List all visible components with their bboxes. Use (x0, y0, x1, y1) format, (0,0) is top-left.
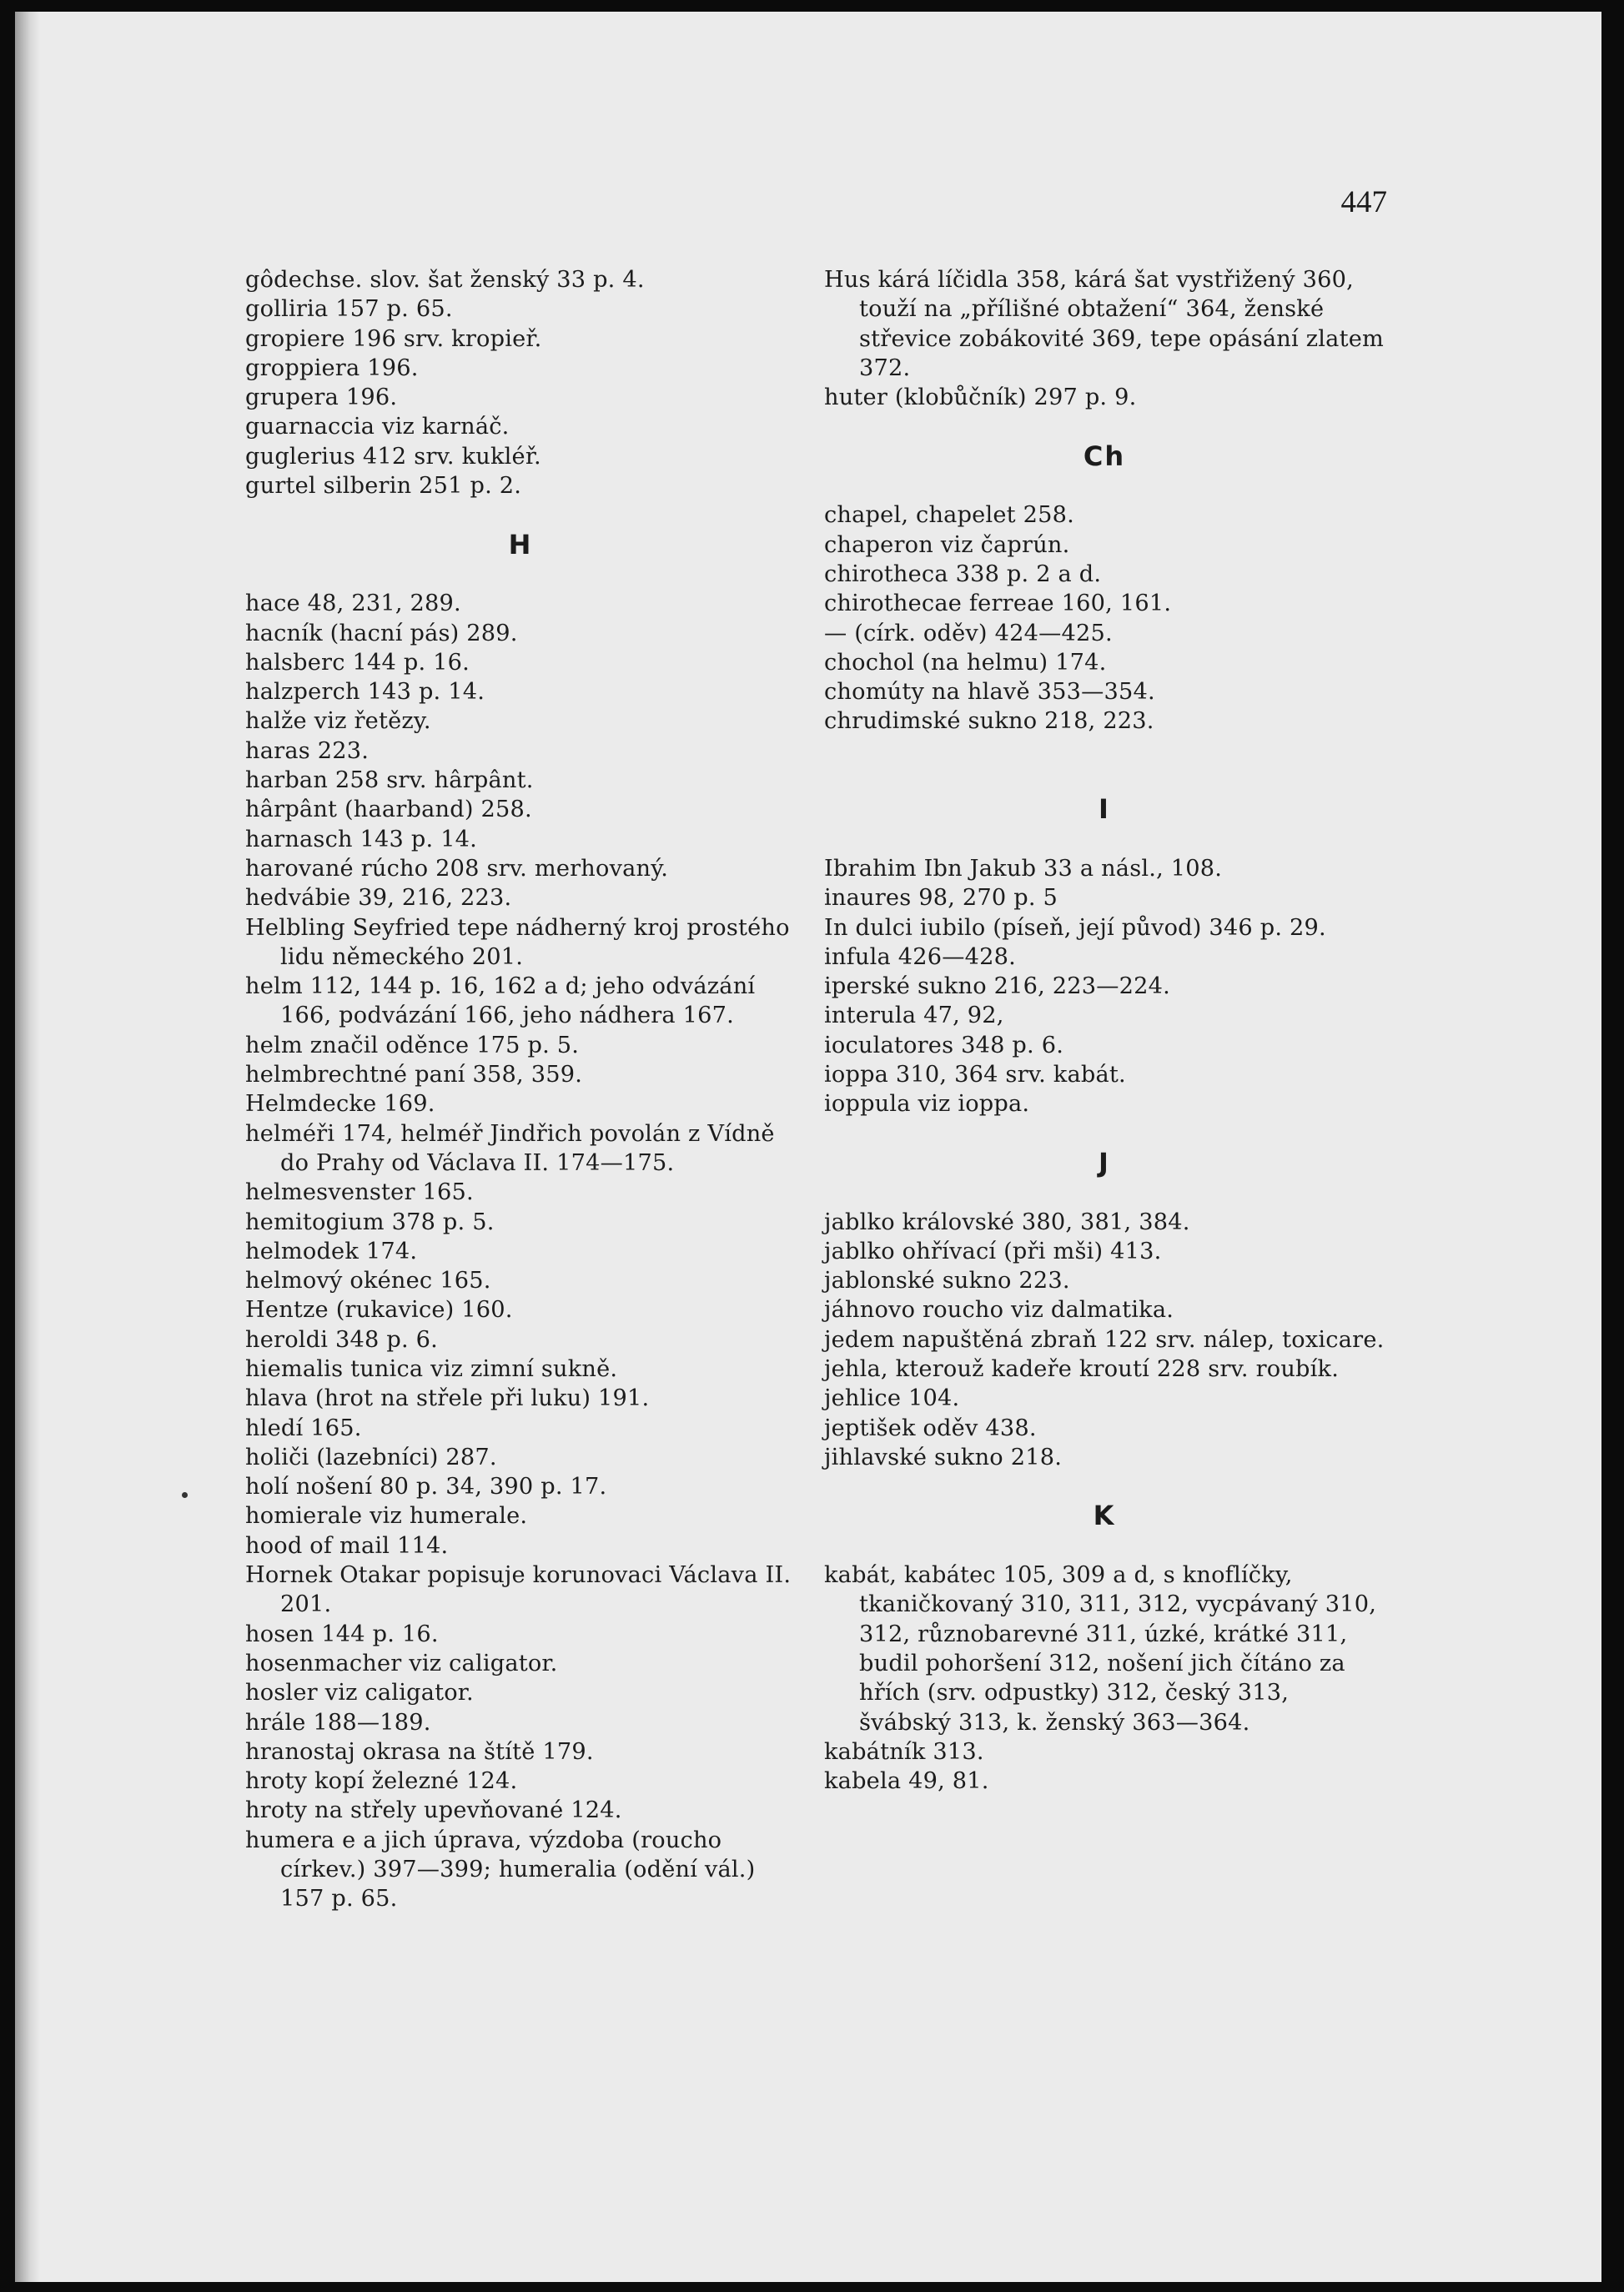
scanned-page (15, 12, 1601, 2282)
index-entry: hace 48, 231, 289. (245, 591, 461, 617)
index-entry: heroldi 348 p. 6. (245, 1326, 438, 1353)
left-column (245, 265, 796, 1914)
index-entry: jablko královské 380, 381, 384. (824, 1209, 1190, 1235)
index-entry: hiemalis tunica viz zimní sukně. (245, 1355, 618, 1382)
index-entry: groppiera 196. (245, 354, 419, 381)
index-entry: halže viz řetězy. (245, 708, 431, 735)
page-number: 447 (1340, 185, 1387, 219)
index-entry: chrudimské sukno 218, 223. (824, 708, 1154, 735)
index-entry: hrále 188—189. (245, 1709, 431, 1736)
spacer (245, 560, 796, 589)
index-entry: ioppa 310, 364 srv. kabát. (824, 1062, 1126, 1088)
index-entry: jeptišek oděv 438. (824, 1415, 1037, 1441)
spacer (245, 500, 796, 530)
index-entry: golliria 157 p. 65. (245, 296, 453, 323)
index-entry: jedem napuštěná zbraň 122 srv. nálep, toxicare. (824, 1326, 1385, 1353)
index-letter-heading: J (1099, 1146, 1110, 1179)
spacer (824, 766, 1385, 795)
book-spine-shadow (15, 12, 40, 2282)
index-letter-heading: Ch (1083, 440, 1126, 472)
spacer (824, 1119, 1385, 1149)
right-column (824, 265, 1385, 1796)
index-entry: jablonské sukno 223. (824, 1268, 1070, 1294)
index-entry: hranostaj okrasa na štítě 179. (245, 1738, 594, 1765)
index-entry: interula 47, 92, (824, 1003, 1004, 1029)
index-entry: kabela 49, 81. (824, 1768, 989, 1795)
index-entry: hosen 144 p. 16. (245, 1621, 439, 1647)
index-entry: infula 426—428. (824, 943, 1016, 970)
index-entry: homierale viz humerale. (245, 1503, 528, 1530)
index-entry: guglerius 412 srv. kukléř. (245, 443, 541, 470)
index-entry: — (círk. oděv) 424—425. (824, 620, 1113, 646)
index-entry: harban 258 srv. hârpânt. (245, 767, 534, 794)
index-entry: hedvábie 39, 216, 223. (245, 885, 512, 912)
index-entry: grupera 196. (245, 385, 398, 411)
spacer (824, 1178, 1385, 1207)
index-entry: chapel, chapelet 258. (824, 502, 1074, 529)
index-entry: haras 223. (245, 737, 370, 764)
index-entry: hlava (hrot na střele při luku) 191. (245, 1385, 650, 1412)
index-entry: hood of mail 114. (245, 1532, 449, 1559)
index-entry: chirotheca 338 p. 2 a d. (824, 560, 1102, 587)
margin-dot (182, 1492, 188, 1498)
index-entry: hroty kopí železné 124. (245, 1768, 518, 1795)
spacer (824, 825, 1385, 854)
spacer (824, 1472, 1385, 1501)
index-entry: helméři 174, helméř Jindřich povolán z Vídně do Prahy od Václava II. 174—175. (245, 1120, 775, 1176)
index-entry: Hus kárá líčidla 358, kárá šat vystřižený 360, touží na „přílišné obtažení“ 364, ženské střevice zobákovité 369, tepe opásání zlatem 372. (824, 267, 1384, 381)
spacer (824, 736, 1385, 766)
index-entry: helmbrechtné paní 358, 359. (245, 1062, 583, 1088)
index-entry: gurtel silberin 251 p. 2. (245, 473, 522, 500)
index-entry: hosler viz caligator. (245, 1680, 474, 1706)
index-entry: hroty na střely upevňované 124. (245, 1797, 622, 1824)
index-entry: ioculatores 348 p. 6. (824, 1032, 1064, 1058)
index-letter-heading: H (508, 528, 533, 560)
index-entry: chirothecae ferreae 160, 161. (824, 591, 1172, 617)
index-entry: kabát, kabátec 105, 309 a d, s knoflíčky, tkaničkovaný 310, 311, 312, vycpávaný 310, 312, různobarevné 311, úzké, krátké 311, budil pohoršení 312, nošení jich čítáno za hřích (srv. odpustky) 312, český 313, švábský 313, k. ženský 363—364. (824, 1562, 1377, 1736)
index-entry: kabátník 313. (824, 1738, 984, 1765)
index-entry: helm 112, 144 p. 16, 162 a d; jeho odvázání 166, podvázání 166, jeho nádhera 167. (245, 973, 756, 1029)
index-entry: hârpânt (haarband) 258. (245, 797, 532, 823)
index-entry: guarnaccia viz karnáč. (245, 414, 510, 440)
index-entry: Helmdecke 169. (245, 1091, 435, 1118)
index-entry: helmodek 174. (245, 1238, 418, 1264)
index-entry: Ibrahim Ibn Jakub 33 a násl., 108. (824, 855, 1223, 882)
index-entry: In dulci iubilo (píseň, její původ) 346 p. 29. (824, 914, 1326, 941)
index-entry: iperské sukno 216, 223—224. (824, 973, 1170, 1000)
index-entry: gôdechse. slov. šat ženský 33 p. 4. (245, 267, 645, 293)
index-entry: halsberc 144 p. 16. (245, 649, 470, 676)
index-entry: jáhnovo roucho viz dalmatika. (824, 1297, 1174, 1324)
index-letter-heading: K (1093, 1500, 1116, 1532)
index-entry: hacník (hacní pás) 289. (245, 620, 518, 646)
index-entry: jihlavské sukno 218. (824, 1444, 1063, 1470)
index-entry: helm značil oděnce 175 p. 5. (245, 1032, 580, 1058)
index-entry: harované rúcho 208 srv. merhovaný. (245, 855, 669, 882)
index-entry: Hentze (rukavice) 160. (245, 1297, 513, 1324)
index-entry: helmový okénec 165. (245, 1268, 491, 1294)
index-entry: holí nošení 80 p. 34, 390 p. 17. (245, 1474, 607, 1500)
index-letter-heading: I (1099, 793, 1110, 826)
index-entry: gropiere 196 srv. kropieř. (245, 325, 542, 352)
index-entry: hledí 165. (245, 1415, 362, 1441)
index-entry: inaures 98, 270 p. 5 (824, 885, 1058, 912)
index-entry: hosenmacher viz caligator. (245, 1650, 558, 1676)
index-entry: Helbling Seyfried tepe nádherný kroj prostého lidu německého 201. (245, 914, 790, 970)
index-entry: halzperch 143 p. 14. (245, 679, 485, 706)
index-entry: holiči (lazebníci) 287. (245, 1444, 497, 1470)
spacer (824, 471, 1385, 500)
index-entry: humera e a jich úprava, výzdoba (roucho církev.) 397—399; humeralia (odění vál.) 157 p. 65. (245, 1827, 756, 1913)
index-entry: hemitogium 378 p. 5. (245, 1209, 495, 1235)
index-entry: chochol (na helmu) 174. (824, 649, 1107, 676)
index-entry: jablko ohřívací (při mši) 413. (824, 1238, 1162, 1264)
spacer (824, 1531, 1385, 1561)
index-entry: jehla, kterouž kadeře kroutí 228 srv. roubík. (824, 1355, 1340, 1382)
index-entry: chaperon viz čaprún. (824, 531, 1070, 558)
index-entry: chomúty na hlavě 353—354. (824, 679, 1155, 706)
index-entry: harnasch 143 p. 14. (245, 826, 478, 852)
index-entry: Hornek Otakar popisuje korunovaci Václava II. 201. (245, 1562, 792, 1618)
index-entry: huter (klobůčník) 297 p. 9. (824, 385, 1137, 411)
index-entry: ioppula viz ioppa. (824, 1091, 1030, 1118)
index-entry: jehlice 104. (824, 1385, 960, 1412)
index-entry: helmesvenster 165. (245, 1179, 474, 1206)
spacer (824, 412, 1385, 441)
